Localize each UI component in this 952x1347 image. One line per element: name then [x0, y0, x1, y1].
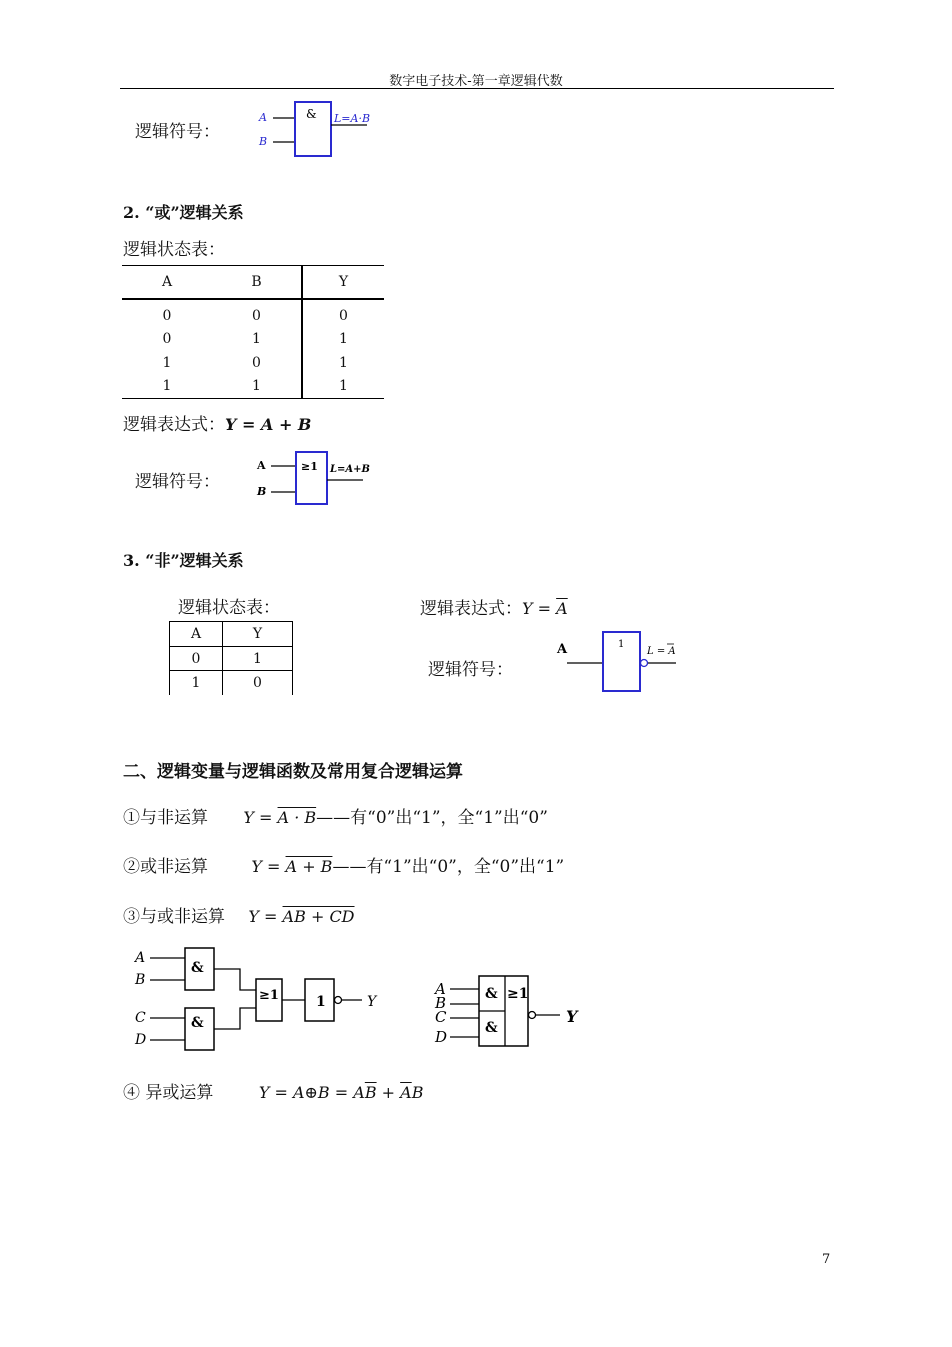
nand-y: Y = — [243, 808, 278, 827]
composite-output-y: Y — [566, 1007, 578, 1026]
section2-title: 二、逻辑变量与逻辑函数及常用复合逻辑运算 — [123, 762, 463, 782]
table-cell: 1 — [339, 378, 348, 395]
table-row — [122, 327, 384, 351]
and-gate-1-sign: & — [191, 960, 204, 976]
not-symbol-label: 逻辑符号： — [428, 660, 513, 680]
not-table-label: 逻辑状态表： — [178, 598, 280, 618]
or-section-title: 2. “或”逻辑关系 — [123, 203, 244, 222]
table-header-cell: Y — [252, 626, 263, 642]
aoi-expr: AB + CD — [282, 907, 355, 926]
table-cell: 1 — [212, 375, 302, 399]
table-header-row — [122, 266, 384, 299]
table-cell: 1 — [162, 378, 172, 395]
not-gate-symbol — [553, 628, 683, 694]
not-expression-line — [420, 594, 568, 619]
and-gate-output: L=A·B — [334, 112, 371, 125]
or-gate-symbol — [255, 448, 375, 510]
composite-input-c: C — [435, 1008, 447, 1026]
table-cell: 1 — [170, 671, 223, 695]
circuit-input-a: A — [135, 950, 146, 966]
table-cell: 0 — [162, 307, 172, 324]
xor-line — [123, 1078, 423, 1103]
or-gate-input-b: B — [257, 485, 267, 498]
not-expression-y: Y = — [522, 599, 557, 618]
nand-line — [123, 803, 548, 828]
table-header-cell: B — [212, 266, 302, 299]
xor-b-bar: $\overline{B}$ — [364, 1083, 377, 1102]
or-symbol-label: 逻辑符号： — [135, 472, 220, 492]
not-gate-output: L = A — [647, 646, 676, 657]
table-cell: 0 — [162, 330, 172, 347]
table-cell: 0 — [253, 674, 262, 691]
not-section-title: 3. “非”逻辑关系 — [123, 551, 244, 570]
table-cell: 1 — [339, 330, 348, 347]
table-cell: 1 — [162, 354, 172, 371]
and-gate-symbol — [255, 98, 380, 160]
composite-input-b: B — [435, 994, 447, 1012]
table-row — [122, 299, 384, 327]
not-expression-a: $\overline{A}$ — [556, 599, 568, 618]
nor-label: ②或非运算 — [123, 857, 208, 877]
page-number: 7 — [822, 1252, 831, 1267]
table-cell: 0 — [212, 351, 302, 375]
not-gate-sign: 1 — [316, 994, 326, 1010]
table-cell: 1 — [253, 650, 262, 667]
table-row — [170, 647, 293, 671]
page-header: 数字电子技术-第一章逻辑代数 — [389, 74, 563, 89]
table-header-cell: Y — [338, 273, 349, 290]
composite-input-a: A — [435, 980, 446, 998]
composite-and-1-sign: & — [485, 986, 498, 1002]
circuit-input-d: D — [135, 1032, 147, 1048]
xor-plus: + — [376, 1083, 401, 1102]
nand-desc: ——有“0”出“1”，全“1”出“0” — [316, 808, 548, 828]
header-rule — [120, 88, 834, 89]
or-expression-line — [123, 410, 311, 435]
xor-label: ④ 异或运算 — [123, 1083, 214, 1103]
or-table-label: 逻辑状态表： — [123, 240, 225, 260]
and-gate-2-sign: & — [191, 1015, 204, 1031]
or-gate-sign: ≥1 — [259, 988, 279, 1003]
circuit-input-c: C — [135, 1010, 146, 1026]
and-or-invert-line — [123, 902, 355, 927]
or-expression: Y = A + B — [225, 415, 312, 434]
nand-label: ①与非运算 — [123, 808, 208, 828]
and-symbol-label: 逻辑符号： — [135, 122, 220, 142]
nor-y: Y = — [251, 857, 286, 876]
aoi-circuit-diagram — [130, 942, 600, 1057]
aoi-label: ③与或非运算 — [123, 907, 225, 927]
table-row — [122, 351, 384, 375]
circuit-output-y: Y — [367, 994, 377, 1010]
composite-input-d: D — [435, 1028, 448, 1046]
circuit-input-b: B — [135, 972, 146, 988]
composite-and-2-sign: & — [485, 1020, 498, 1036]
not-truth-table — [169, 621, 293, 695]
table-cell: 0 — [170, 647, 223, 671]
xor-a-bar: $\overline{A}$ — [400, 1083, 412, 1102]
table-row — [122, 375, 384, 399]
table-cell: 1 — [212, 327, 302, 351]
nor-line — [123, 852, 564, 877]
table-header-cell: A — [170, 622, 223, 647]
inversion-bubble — [641, 660, 648, 667]
table-header-row — [170, 622, 293, 647]
or-gate-input-a: A — [257, 459, 266, 472]
or-gate-output: L=A+B — [330, 464, 370, 475]
or-gate-sign: ≥1 — [301, 460, 318, 473]
table-cell: 0 — [339, 307, 348, 324]
table-cell: 0 — [212, 299, 302, 327]
nor-desc: ——有“1”出“0”，全“0”出“1” — [332, 857, 565, 877]
xor-b: B — [411, 1083, 424, 1102]
table-header-cell: A — [161, 273, 173, 290]
and-gate-sign: & — [306, 107, 317, 121]
aoi-y: Y = — [248, 907, 283, 926]
table-row — [170, 671, 293, 695]
nor-expr: A + B — [285, 857, 333, 876]
xor-expr-prefix: Y = A⊕B = A — [258, 1083, 365, 1102]
and-gate-input-b: B — [259, 135, 268, 148]
nand-expr: A · B — [277, 808, 317, 827]
or-truth-table — [122, 265, 384, 399]
and-gate-input-a: A — [259, 111, 267, 124]
not-gate-sign: 1 — [618, 639, 625, 650]
not-gate-input: A — [557, 642, 568, 657]
or-expression-label: 逻辑表达式： — [123, 415, 225, 435]
not-expression-label: 逻辑表达式： — [420, 599, 522, 619]
composite-or-sign: ≥1 — [507, 986, 529, 1002]
table-cell: 1 — [339, 354, 348, 371]
